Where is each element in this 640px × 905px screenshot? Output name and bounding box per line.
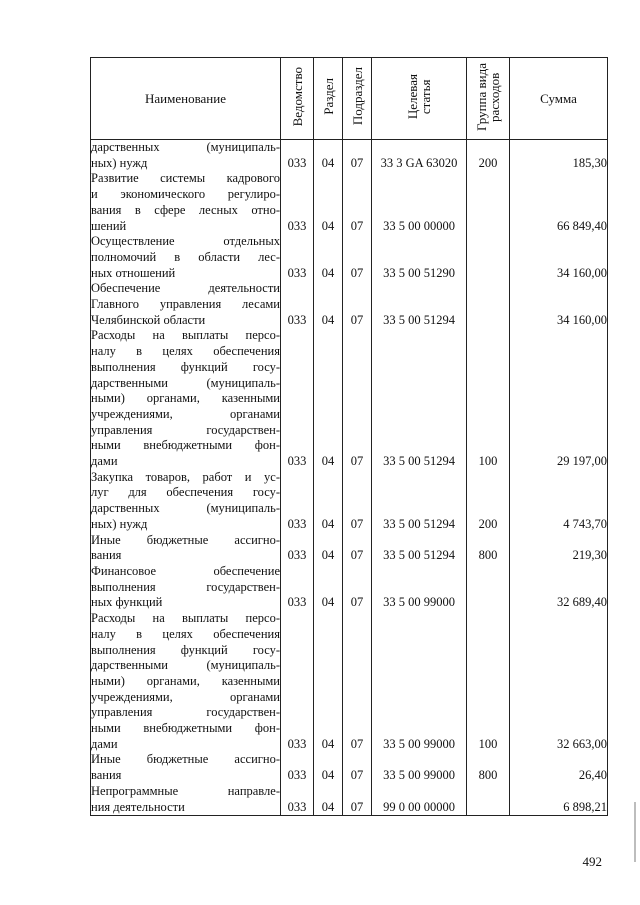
row-podrazdel: 07 <box>343 752 372 783</box>
row-gruppa: 100 <box>467 611 510 752</box>
row-name-line: налу в целях обеспечения <box>91 626 280 641</box>
row-podrazdel: 07 <box>343 564 372 611</box>
table-row <box>91 140 608 172</box>
row-name <box>91 533 281 564</box>
header-summa: Сумма <box>510 58 608 140</box>
row-name-line: вания <box>91 548 122 563</box>
row-name-line: ными внебюджетными фон- <box>91 438 280 453</box>
row-name-line: Иные бюджетные ассигно- <box>91 532 280 547</box>
row-name-line: учреждениями, органами <box>91 406 280 421</box>
row-name-line: Непрограммные направле- <box>91 783 280 798</box>
row-gruppa <box>467 784 510 816</box>
row-celevaya-statya: 33 5 00 99000 <box>372 564 467 611</box>
row-name-line: выполнения государствен- <box>91 579 280 594</box>
budget-table <box>90 57 608 816</box>
row-name-line: полномочий в области лес- <box>91 249 280 264</box>
row-name-line: управления государствен- <box>91 422 280 437</box>
row-razdel: 04 <box>314 140 343 172</box>
row-podrazdel: 07 <box>343 784 372 816</box>
row-gruppa: 200 <box>467 140 510 172</box>
row-summa: 26,40 <box>510 752 608 783</box>
row-vedomstvo: 033 <box>281 470 314 533</box>
row-vedomstvo: 033 <box>281 564 314 611</box>
row-name-line: дами <box>91 736 118 751</box>
row-name-line: ными) органами, казенными <box>91 673 280 688</box>
row-razdel: 04 <box>314 611 343 752</box>
row-razdel: 04 <box>314 564 343 611</box>
row-gruppa <box>467 564 510 611</box>
row-celevaya-statya: 99 0 00 00000 <box>372 784 467 816</box>
row-name <box>91 564 281 611</box>
row-gruppa: 100 <box>467 328 510 469</box>
row-name-line: луг для обеспечения госу- <box>91 485 280 500</box>
table-body <box>91 140 608 816</box>
row-name <box>91 784 281 816</box>
header-razdel: Раздел <box>314 58 343 140</box>
row-name-line: учреждениями, органами <box>91 689 280 704</box>
row-razdel: 04 <box>314 533 343 564</box>
header-celevaya-statya: Целевая статья <box>372 58 467 140</box>
row-name-line: ных) нужд <box>91 155 148 170</box>
row-razdel: 04 <box>314 281 343 328</box>
row-razdel: 04 <box>314 328 343 469</box>
row-podrazdel: 07 <box>343 171 372 234</box>
row-podrazdel: 07 <box>343 611 372 752</box>
row-name <box>91 140 281 172</box>
row-name-line: Расходы на выплаты персо- <box>91 611 280 626</box>
row-name-line: ными внебюджетными фон- <box>91 721 280 736</box>
table-header-row <box>91 58 608 140</box>
row-name-line: Закупка товаров, работ и ус- <box>91 469 280 484</box>
row-name <box>91 328 281 469</box>
row-name-line: Финансовое обеспечение <box>91 563 280 578</box>
row-name-line: Челябинской области <box>91 312 206 327</box>
row-vedomstvo: 033 <box>281 752 314 783</box>
row-celevaya-statya: 33 3 GA 63020 <box>372 140 467 172</box>
row-celevaya-statya: 33 5 00 51294 <box>372 281 467 328</box>
row-summa: 34 160,00 <box>510 234 608 281</box>
row-razdel: 04 <box>314 784 343 816</box>
row-name-line: ных) нужд <box>91 516 148 531</box>
row-name-line: Расходы на выплаты персо- <box>91 328 280 343</box>
row-podrazdel: 07 <box>343 533 372 564</box>
row-gruppa <box>467 281 510 328</box>
row-name-line: управления государствен- <box>91 705 280 720</box>
table-row <box>91 328 608 469</box>
row-name-line: налу в целях обеспечения <box>91 344 280 359</box>
row-summa: 29 197,00 <box>510 328 608 469</box>
row-name-line: дарственными (муниципаль- <box>91 375 280 390</box>
row-name-line: вания <box>91 768 122 783</box>
row-vedomstvo: 033 <box>281 171 314 234</box>
row-gruppa: 800 <box>467 752 510 783</box>
row-name-line: шений <box>91 218 127 233</box>
row-summa: 219,30 <box>510 533 608 564</box>
row-podrazdel: 07 <box>343 140 372 172</box>
table-row <box>91 752 608 783</box>
row-vedomstvo: 033 <box>281 533 314 564</box>
row-celevaya-statya: 33 5 00 99000 <box>372 752 467 783</box>
row-name-line: дами <box>91 454 118 469</box>
row-name-line: вания в сфере лесных отно- <box>91 202 280 217</box>
row-vedomstvo: 033 <box>281 328 314 469</box>
row-gruppa <box>467 234 510 281</box>
row-gruppa <box>467 171 510 234</box>
header-gruppa-vida-rashodov: Группа вида расходов <box>467 58 510 140</box>
row-summa: 32 689,40 <box>510 564 608 611</box>
row-name-line: Осуществление отдельных <box>91 234 280 249</box>
row-name-line: дарственных (муниципаль- <box>91 501 280 516</box>
row-summa: 32 663,00 <box>510 611 608 752</box>
row-name <box>91 234 281 281</box>
page-number: 492 <box>582 854 602 869</box>
row-celevaya-statya: 33 5 00 51294 <box>372 533 467 564</box>
row-name-line: ния деятельности <box>91 799 185 814</box>
row-name-line: выполнения функций госу- <box>91 359 280 374</box>
row-name-line: выполнения функций госу- <box>91 642 280 657</box>
row-podrazdel: 07 <box>343 281 372 328</box>
row-razdel: 04 <box>314 171 343 234</box>
table-row <box>91 533 608 564</box>
table-row <box>91 470 608 533</box>
row-name <box>91 470 281 533</box>
row-razdel: 04 <box>314 470 343 533</box>
table-row <box>91 784 608 816</box>
row-vedomstvo: 033 <box>281 234 314 281</box>
row-vedomstvo: 033 <box>281 281 314 328</box>
row-gruppa: 200 <box>467 470 510 533</box>
row-vedomstvo: 033 <box>281 140 314 172</box>
row-name-line: дарственных (муниципаль- <box>91 140 280 154</box>
row-name-line: ными) органами, казенными <box>91 391 280 406</box>
row-name-line: Иные бюджетные ассигно- <box>91 752 280 767</box>
row-podrazdel: 07 <box>343 328 372 469</box>
row-vedomstvo: 033 <box>281 784 314 816</box>
row-vedomstvo: 033 <box>281 611 314 752</box>
row-podrazdel: 07 <box>343 234 372 281</box>
row-name-line: Развитие системы кадрового <box>91 171 280 186</box>
row-celevaya-statya: 33 5 00 00000 <box>372 171 467 234</box>
row-summa: 6 898,21 <box>510 784 608 816</box>
row-gruppa: 800 <box>467 533 510 564</box>
row-podrazdel: 07 <box>343 470 372 533</box>
row-name <box>91 281 281 328</box>
header-vedomstvo: Ведомство <box>281 58 314 140</box>
table-row <box>91 171 608 234</box>
row-celevaya-statya: 33 5 00 51294 <box>372 328 467 469</box>
row-razdel: 04 <box>314 752 343 783</box>
header-name: Наименование <box>91 58 281 140</box>
row-summa: 34 160,00 <box>510 281 608 328</box>
row-celevaya-statya: 33 5 00 51290 <box>372 234 467 281</box>
row-name-line: Главного управления лесами <box>91 297 280 312</box>
row-name-line: ных отношений <box>91 265 176 280</box>
table-row <box>91 611 608 752</box>
row-name-line: ных функций <box>91 595 163 610</box>
row-summa: 185,30 <box>510 140 608 172</box>
row-celevaya-statya: 33 5 00 51294 <box>372 470 467 533</box>
row-name-line: и экономического регулиро- <box>91 187 280 202</box>
header-podrazdel: Подраздел <box>343 58 372 140</box>
table-row <box>91 281 608 328</box>
row-name <box>91 611 281 752</box>
row-name <box>91 752 281 783</box>
row-name-line: Обеспечение деятельности <box>91 281 280 296</box>
row-celevaya-statya: 33 5 00 99000 <box>372 611 467 752</box>
table-row <box>91 564 608 611</box>
row-razdel: 04 <box>314 234 343 281</box>
row-summa: 66 849,40 <box>510 171 608 234</box>
scan-edge-mark <box>634 802 636 862</box>
row-summa: 4 743,70 <box>510 470 608 533</box>
row-name <box>91 171 281 234</box>
table-row <box>91 234 608 281</box>
row-name-line: дарственными (муниципаль- <box>91 658 280 673</box>
